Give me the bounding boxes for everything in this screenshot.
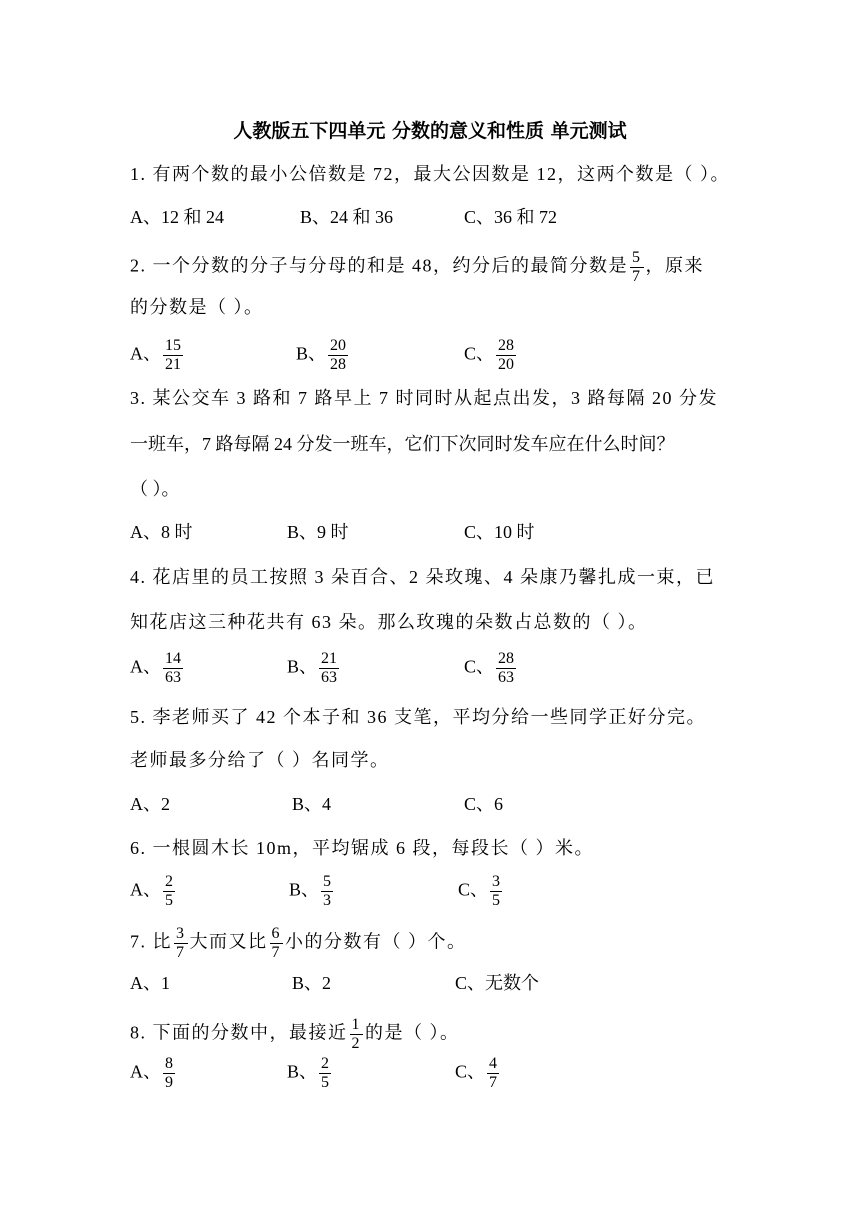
- fraction-numerator: 28: [498, 337, 515, 354]
- fraction-denominator: 28: [330, 356, 347, 373]
- option-fraction: [321, 873, 333, 910]
- option-fraction: [163, 1055, 175, 1092]
- q2-option-b[interactable]: [296, 337, 350, 374]
- q2-fraction: [630, 249, 644, 286]
- question-8: [130, 1016, 460, 1053]
- fraction-denominator: 7: [489, 1074, 498, 1091]
- q8-text-a: 8. 下面的分数中，最接近: [130, 1022, 348, 1043]
- option-fraction: [328, 337, 348, 374]
- q1-option-a[interactable]: A、12 和 24: [130, 207, 224, 227]
- fraction-numerator: 4: [489, 1055, 498, 1072]
- q5-option-b[interactable]: B、4: [292, 794, 332, 814]
- fraction-denominator: 9: [165, 1074, 173, 1091]
- q6-option-c[interactable]: [458, 873, 504, 910]
- question-1: 1. 有两个数的最小公倍数是 72，最大公因数是 12，这两个数是（ ）。: [130, 164, 730, 184]
- fraction-numerator: 20: [330, 337, 347, 354]
- option-fraction: [487, 1055, 499, 1092]
- q7-fraction-2: [270, 925, 284, 962]
- q5-option-a[interactable]: A、2: [130, 794, 170, 814]
- fraction-numerator: 14: [165, 650, 181, 667]
- question-4: 4. 花店里的员工按照 3 朵百合、2 朵玫瑰、4 朵康乃馨扎成一束，已: [130, 567, 715, 587]
- fraction-denominator: 5: [321, 1074, 330, 1091]
- question-5: 5. 李老师买了 42 个本子和 36 支笔，平均分给一些同学正好分完。: [130, 707, 706, 727]
- option-fraction: [490, 873, 502, 910]
- fraction-numerator: 5: [632, 249, 642, 266]
- fraction-numerator: 2: [321, 1055, 330, 1072]
- question-5-cont: 老师最多分给了（ ）名同学。: [130, 750, 390, 770]
- q4-option-c[interactable]: [464, 650, 518, 687]
- q7-text-a: 7. 比: [130, 931, 172, 952]
- option-label: C、: [455, 1061, 486, 1082]
- fraction-denominator: 3: [323, 892, 332, 909]
- q8-fraction: [350, 1016, 364, 1053]
- option-label: C、: [464, 343, 495, 364]
- question-3-cont: 一班车，7 路每隔 24 分发一班车，它们下次同时发车应在什么时间？: [130, 434, 675, 454]
- q1-option-c[interactable]: C、36 和 72: [464, 207, 558, 227]
- question-2-cont: 的分数是（ ）。: [130, 297, 264, 317]
- q3-option-b[interactable]: B、9 时: [287, 522, 349, 542]
- fraction-denominator: 5: [492, 892, 501, 909]
- option-fraction: [496, 650, 516, 687]
- q2-text-b: ，原来: [645, 255, 704, 276]
- q8-option-c[interactable]: [455, 1055, 501, 1092]
- option-fraction: [163, 650, 183, 687]
- option-fraction: [496, 337, 516, 374]
- question-3: 3. 某公交车 3 路和 7 路早上 7 时同时从起点出发，3 路每隔 20 分发: [130, 388, 718, 408]
- q2-option-c[interactable]: [464, 337, 518, 374]
- fraction-numerator: 3: [492, 873, 501, 890]
- fraction-numerator: 1: [351, 1016, 361, 1033]
- q4-option-b[interactable]: [287, 650, 341, 687]
- option-label: A、: [130, 879, 161, 900]
- q8-option-a[interactable]: [130, 1055, 177, 1092]
- q7-text-c: 小的分数有（ ）个。: [285, 931, 467, 952]
- option-fraction: [163, 873, 175, 910]
- fraction-numerator: 28: [498, 650, 515, 667]
- q7-option-a[interactable]: A、1: [130, 973, 170, 993]
- option-fraction: [319, 650, 339, 687]
- option-label: C、: [464, 656, 495, 677]
- q3-option-a[interactable]: A、8 时: [130, 522, 193, 542]
- fraction-denominator: 7: [176, 944, 186, 961]
- fraction-numerator: 6: [271, 925, 281, 942]
- fraction-denominator: 63: [321, 669, 338, 686]
- fraction-numerator: 21: [321, 650, 338, 667]
- option-fraction: [319, 1055, 331, 1092]
- question-6: 6. 一根圆木长 10m，平均锯成 6 段，每段长（ ）米。: [130, 838, 594, 858]
- q7-text-b: 大而又比: [189, 931, 268, 952]
- fraction-numerator: 15: [165, 337, 181, 354]
- fraction-numerator: 3: [176, 925, 186, 942]
- fraction-denominator: 2: [351, 1035, 361, 1052]
- fraction-denominator: 7: [632, 268, 642, 285]
- q8-option-b[interactable]: [287, 1055, 333, 1092]
- page-title: 人教版五下四单元 分数的意义和性质 单元测试: [233, 120, 627, 142]
- fraction-denominator: 20: [498, 356, 515, 373]
- q5-option-c[interactable]: C、6: [464, 794, 504, 814]
- option-label: B、: [289, 879, 320, 900]
- option-label: A、: [130, 656, 161, 677]
- q4-option-a[interactable]: [130, 650, 185, 687]
- q1-option-b[interactable]: B、24 和 36: [300, 207, 394, 227]
- q7-option-c[interactable]: C、无数个: [455, 973, 540, 993]
- question-4-cont: 知花店这三种花共有 63 朵。那么玫瑰的朵数占总数的（ ）。: [130, 612, 648, 632]
- q6-option-b[interactable]: [289, 873, 335, 910]
- q2-text-a: 2. 一个分数的分子与分母的和是 48，约分后的最简分数是: [130, 255, 628, 276]
- option-label: B、: [296, 343, 327, 364]
- q2-option-a[interactable]: [130, 337, 185, 374]
- option-fraction: [163, 337, 183, 374]
- fraction-numerator: 5: [323, 873, 332, 890]
- q7-option-b[interactable]: B、2: [292, 973, 332, 993]
- option-label: C、: [458, 879, 489, 900]
- question-3-cont2: （ ）。: [130, 479, 180, 499]
- q6-option-a[interactable]: [130, 873, 177, 910]
- fraction-numerator: 8: [165, 1055, 173, 1072]
- fraction-numerator: 2: [165, 873, 173, 890]
- q8-text-b: 的是（ ）。: [365, 1022, 460, 1043]
- fraction-denominator: 21: [165, 356, 181, 373]
- question-2: [130, 249, 704, 286]
- question-7: [130, 925, 467, 962]
- q3-option-c[interactable]: C、10 时: [464, 522, 535, 542]
- option-label: B、: [287, 656, 318, 677]
- option-label: A、: [130, 343, 161, 364]
- fraction-denominator: 63: [498, 669, 515, 686]
- fraction-denominator: 63: [165, 669, 181, 686]
- fraction-denominator: 7: [271, 944, 281, 961]
- option-label: B、: [287, 1061, 318, 1082]
- option-label: A、: [130, 1061, 161, 1082]
- q7-fraction-1: [174, 925, 188, 962]
- fraction-denominator: 5: [165, 892, 173, 909]
